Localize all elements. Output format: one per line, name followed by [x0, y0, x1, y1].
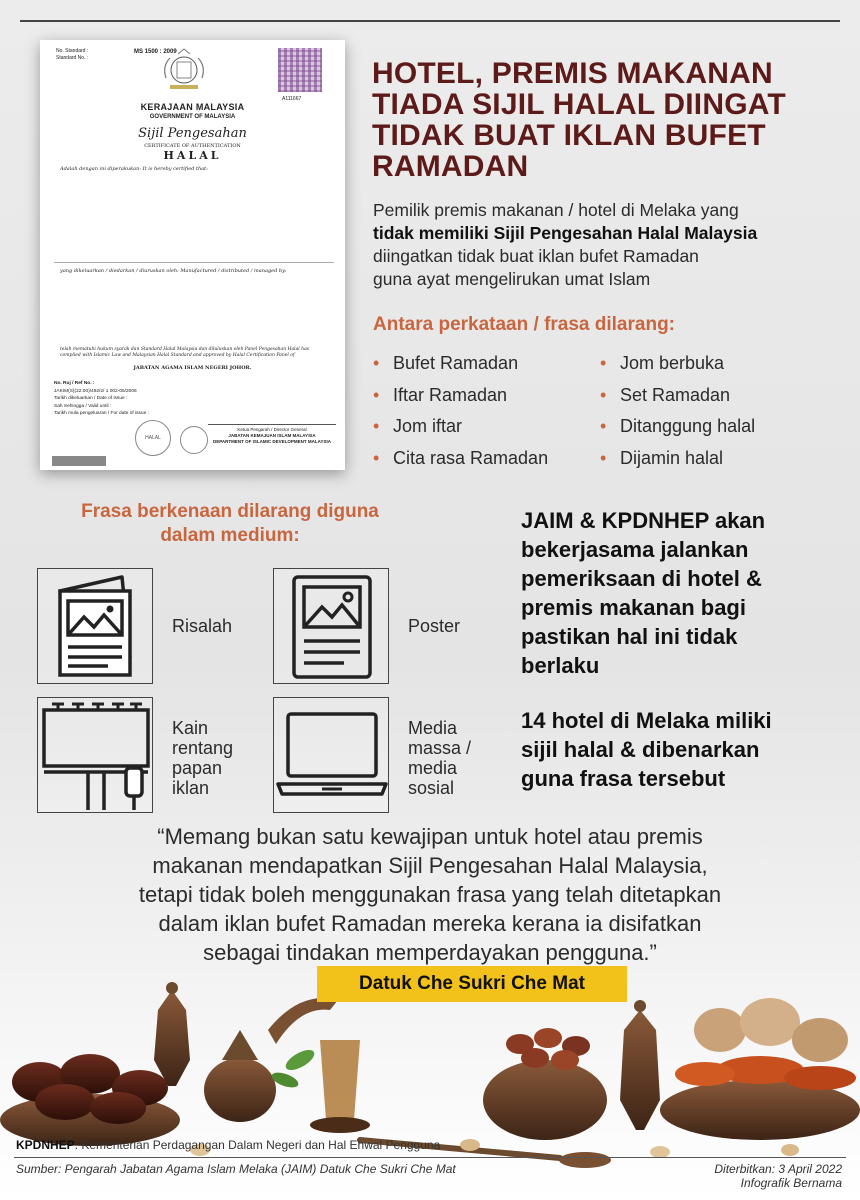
cert-coa: CERTIFICATE OF AUTHENTICATION — [144, 143, 241, 149]
published-info: Diterbitkan: 3 April 2022 Infografik Bernama — [714, 1162, 842, 1190]
headline: HOTEL, PREMIS MAKANAN TIADA SIJIL HALAL DIINGAT TIDAK BUAT IKLAN BUFET RAMADAN — [372, 57, 786, 183]
cert-sijil: Sijil Pengesahan — [138, 126, 247, 141]
list-item: • Iftar Ramadan — [373, 380, 548, 412]
list-item: • Jom iftar — [373, 411, 548, 443]
cert-kerajaan: KERAJAAN MALAYSIA — [140, 102, 245, 112]
jakim-seal-icon — [180, 426, 208, 454]
kpdnhep-note: KPDNHEP: Kementerian Perdagangan Dalam Negeri dan Hal Ehwal Pengguna — [16, 1138, 441, 1152]
speaker-name-badge: Datuk Che Sukri Che Mat — [317, 966, 627, 1002]
poster-label: Poster — [408, 616, 461, 636]
list-item: • Cita rasa Ramadan — [373, 443, 548, 475]
cert-ms-number: MS 1500 : 2009 — [134, 49, 177, 55]
hotel-14-text: 14 hotel di Melaka miliki sijil halal & dibenarkan guna frasa tersebut — [521, 708, 772, 791]
cert-ref-block: No. Ruj / Ref No. : JAKIM(S)(22.00)/492/2/ 1 002-05/2006 Tarikh dikeluarkan / Date of issue : Sah Sehingga / Valid until : Tarikh mula pengeluaran / For date of issue : — [54, 381, 149, 416]
quote-text: “Memang bukan satu kewajipan untuk hotel atau premis makanan mendapatkan Sijil Pengesahan Halal Malaysia, tetapi tidak boleh menggunakan frasa yang telah ditetapkan dalam iklan bufet Ramadan mereka kerana ia disifatkan sebagai tindakan memperdayakan pengguna.” — [138, 824, 722, 965]
poster-icon — [273, 568, 389, 684]
media-massa-label: Media massa / media sosial — [408, 718, 472, 798]
top-divider — [20, 20, 840, 22]
laptop-icon — [273, 697, 389, 813]
kain-rentang-label: Kain rentang papan iklan — [172, 718, 234, 798]
cert-standard-label: No. Standard : Standard No. : — [56, 48, 89, 61]
cert-government: GOVERNMENT OF MALAYSIA — [149, 114, 236, 120]
list-item: • Dijamin halal — [600, 443, 755, 475]
source-text: Sumber: Pengarah Jabatan Agama Islam Melaka (JAIM) Datuk Che Sukri Che Mat — [16, 1162, 456, 1176]
cert-barcode — [52, 456, 106, 466]
halal-certificate-image — [40, 40, 345, 470]
list-item: • Bufet Ramadan — [373, 348, 548, 380]
risalah-label: Risalah — [172, 616, 233, 636]
cert-telah: telah mematuhi hukum syarak dan Standard Halal Malaysia dan diluluskan oleh Panel Pengesahan Halal has complied with Islamic Law and Malaysian Halal Standard and approved by Halal Certification Panel of — [60, 347, 310, 358]
medium-title: Frasa berkenaan dilarang diguna dalam medium: — [81, 501, 379, 546]
halal-seal-icon: HALAL — [135, 420, 171, 456]
malaysia-crest-icon — [158, 48, 210, 92]
qr-code — [278, 48, 322, 92]
cert-signature: Ketua Pengarah / Director General JABATAN KEMAJUAN ISLAM MALAYSIA DEPARTMENT OF ISLAMIC DEVELOPMENT MALAYSIA — [208, 424, 336, 445]
list-item: • Ditanggung halal — [600, 411, 755, 443]
phrases-left-list — [373, 348, 548, 474]
phrases-right-list — [600, 348, 755, 474]
cert-serial: A111667 — [282, 96, 302, 102]
jaim-kpdnhep-text: JAIM & KPDNHEP akan bekerjasama jalankan pemeriksaan di hotel & premis makanan bagi pastikan hal ini tidak berlaku — [521, 508, 766, 678]
prohibited-phrases-title: Antara perkataan / frasa dilarang: — [373, 314, 675, 335]
cert-manufactured: yang dikeluarkan / diedarkan / diuruskan oleh: Manufactured / distributed / managed by: — [60, 268, 287, 274]
list-item: • Jom berbuka — [600, 348, 755, 380]
footer-divider — [14, 1157, 846, 1158]
billboard-icon — [37, 697, 153, 813]
intro-text: Pemilik premis makanan / hotel di Melaka yang tidak memiliki Sijil Pengesahan Halal Malaysia diingatkan tidak buat iklan bufet Ramadan guna ayat mengelirukan umat Islam — [373, 200, 758, 289]
cert-jabatan: JABATAN AGAMA ISLAM NEGERI JOHOR. — [133, 365, 252, 371]
list-item: • Set Ramadan — [600, 380, 755, 412]
cert-adalah: Adalah dengan ini diperakukan: It is hereby certified that: — [60, 166, 208, 172]
cert-halal: HALAL — [163, 149, 222, 162]
brochure-icon — [37, 568, 153, 684]
